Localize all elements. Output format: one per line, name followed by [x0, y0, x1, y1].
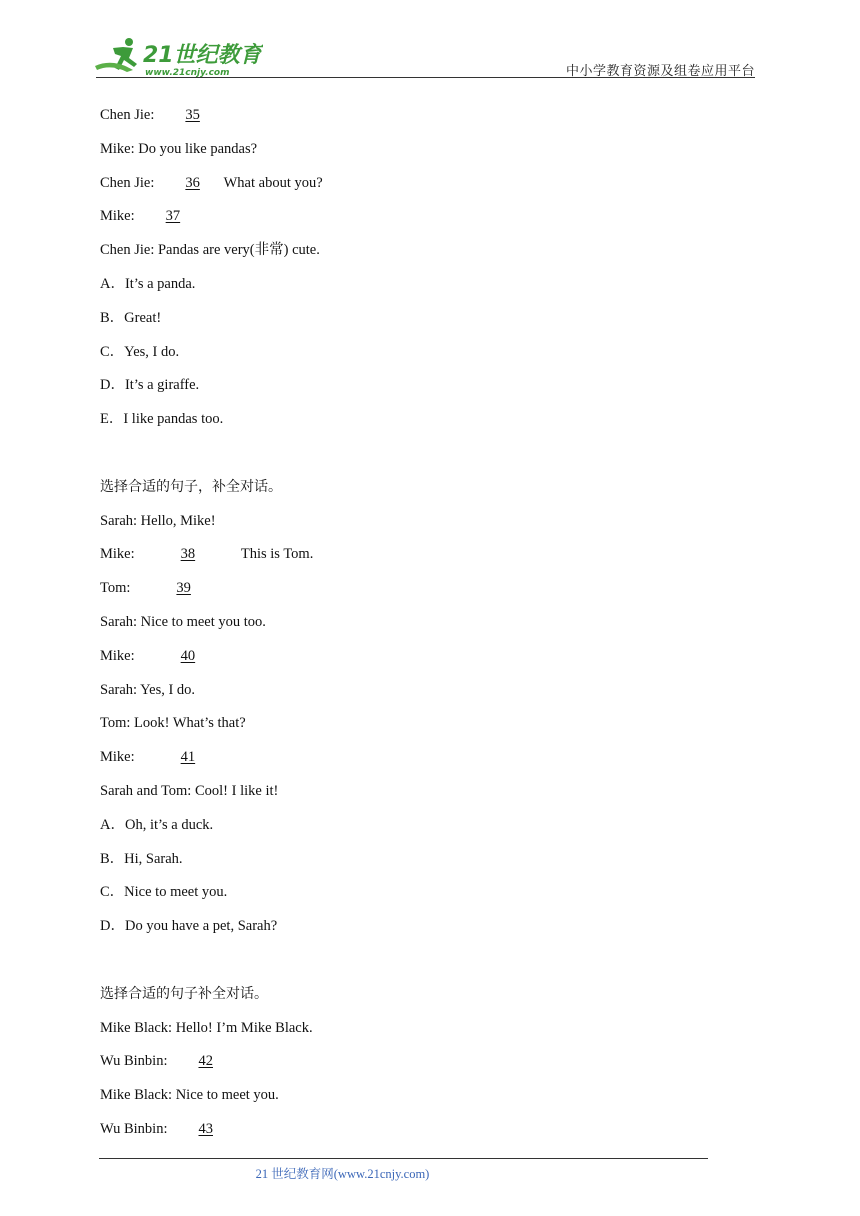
dialogue-line [100, 274, 760, 308]
line-text: Wu Binbin: [100, 1120, 175, 1137]
line-text: Sarah and Tom: Cool! I like it! [100, 782, 279, 799]
dialogue-line [100, 713, 760, 747]
answer-blank: 39 [176, 580, 191, 597]
dialogue-line [100, 1119, 760, 1153]
line-text: A．Oh, it’s a duck. [100, 816, 214, 833]
worksheet-content [100, 105, 760, 1153]
dialogue-line [100, 342, 760, 376]
dialogue-line [100, 409, 760, 443]
line-text: Sarah: Yes, I do. [100, 681, 196, 698]
svg-text:www.21cnjy.com: www.21cnjy.com [145, 68, 230, 78]
page-header [0, 0, 860, 80]
line-text-after: This is Tom. [233, 546, 314, 563]
dialogue-line [100, 680, 760, 714]
svg-text:21世纪教育: 21世纪教育 [143, 43, 262, 68]
dialogue-line [100, 511, 760, 545]
section-instruction [100, 984, 760, 1018]
line-text: C．Yes, I do. [100, 343, 180, 360]
answer-blank: 35 [185, 107, 200, 123]
dialogue-line [100, 240, 760, 274]
answer-blank: 36 [185, 174, 200, 191]
line-text: A．It’s a panda. [100, 275, 196, 292]
line-text: Mike Black: Nice to meet you. [100, 1087, 279, 1104]
answer-blank: 38 [180, 546, 196, 563]
line-text: B．Hi, Sarah. [100, 850, 183, 867]
answer-blank: 37 [165, 208, 181, 225]
header-divider [96, 77, 755, 78]
footer-text: 21 世纪教育网(www.21cnjy.com) [255, 1167, 430, 1181]
line-text: Tom: [100, 580, 138, 597]
section-gap [100, 443, 760, 477]
line-text: D．It’s a giraffe. [100, 377, 200, 394]
dialogue-line [100, 646, 760, 680]
line-text: B．Great! [100, 309, 162, 326]
dialogue-line [100, 612, 760, 646]
line-text: Mike: [100, 546, 142, 563]
dialogue-line [100, 308, 760, 342]
dialogue-line [100, 849, 760, 883]
dialogue-line [100, 1051, 760, 1085]
line-text: Mike: Do you like pandas? [100, 140, 258, 157]
dialogue-line [100, 375, 760, 409]
answer-blank: 43 [198, 1120, 213, 1137]
dialogue-line [100, 544, 760, 578]
platform-title: 中小学教育资源及组卷应用平台 [565, 64, 755, 79]
line-text: Sarah: Hello, Mike! [100, 512, 216, 529]
section-gap [100, 950, 760, 984]
dialogue-line [100, 747, 760, 781]
answer-blank: 42 [198, 1053, 213, 1070]
answer-blank: 41 [180, 749, 196, 766]
dialogue-line [100, 206, 760, 240]
dialogue-line [100, 815, 760, 849]
line-text: D．Do you have a pet, Sarah? [100, 918, 278, 935]
line-text: C．Nice to meet you. [100, 884, 228, 901]
dialogue-line [100, 173, 760, 207]
line-text: 选择合适的句子，补全对话。 [100, 478, 282, 495]
dialogue-line [100, 916, 760, 950]
line-text: Chen Jie: Pandas are very(非常) cute. [100, 242, 320, 259]
line-text: E．I like pandas too. [100, 411, 224, 428]
line-text: Chen Jie: [100, 107, 162, 123]
line-text: Mike: [100, 208, 142, 225]
line-text-after: What about you? [223, 174, 323, 191]
dialogue-line [100, 882, 760, 916]
logo-21cnjy [93, 36, 263, 78]
dialogue-line [100, 105, 760, 139]
line-text: Mike: [100, 647, 142, 664]
section-instruction [100, 477, 760, 511]
page-footer [0, 1164, 860, 1182]
line-text: Wu Binbin: [100, 1053, 175, 1070]
footer-divider [99, 1158, 708, 1159]
answer-blank: 40 [180, 647, 196, 664]
line-text: Mike: [100, 749, 142, 766]
line-text: Sarah: Nice to meet you too. [100, 613, 266, 630]
dialogue-line [100, 139, 760, 173]
dialogue-line [100, 781, 760, 815]
line-text: Mike Black: Hello! I’m Mike Black. [100, 1019, 313, 1036]
dialogue-line [100, 1018, 760, 1052]
line-text: Chen Jie: [100, 174, 162, 191]
dialogue-line [100, 578, 760, 612]
dialogue-line [100, 1085, 760, 1119]
runner-icon [95, 38, 137, 72]
line-text: Tom: Look! What’s that? [100, 715, 246, 732]
line-text: 选择合适的句子补全对话。 [100, 985, 268, 1002]
